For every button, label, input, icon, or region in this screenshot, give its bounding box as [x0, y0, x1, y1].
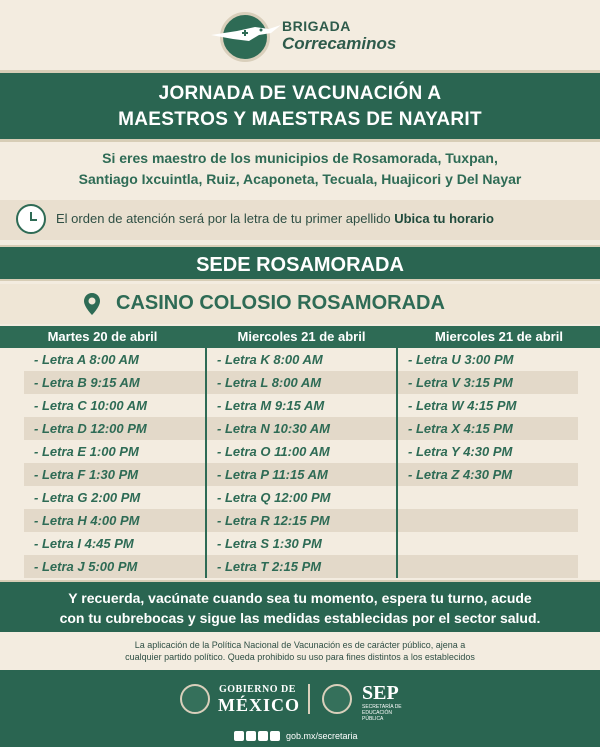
page-title-line2: MAESTROS Y MAESTRAS DE NAYARIT — [118, 109, 482, 130]
schedule-entry — [217, 375, 321, 390]
footer — [0, 670, 600, 747]
subtitle-line1: Si eres maestro de los municipios de Rosamorada, Tuxpan, — [102, 150, 498, 166]
brand-line2: Correcaminos — [282, 34, 397, 53]
letter-prefix: - Letra — [34, 352, 74, 367]
schedule-entry — [34, 467, 138, 482]
schedule-entry — [217, 352, 323, 367]
schedule-row — [24, 348, 205, 371]
time-value: 1:00 PM — [89, 444, 139, 459]
schedule-entry — [408, 467, 512, 482]
letter-prefix: - Letra — [408, 421, 448, 436]
order-text — [56, 211, 494, 226]
letter-value: O — [260, 444, 271, 459]
schedule-entry — [217, 398, 324, 413]
header — [0, 0, 600, 70]
time-value: 1:30 PM — [88, 467, 139, 482]
reminder-note — [0, 580, 600, 632]
sede-title: SEDE ROSAMORADA — [0, 245, 600, 281]
schedule-row — [24, 417, 205, 440]
time-value: 10:00 AM — [90, 398, 147, 413]
letter-value: C — [77, 398, 87, 413]
letter-value: E — [77, 444, 87, 459]
time-value: 4:00 PM — [90, 513, 140, 528]
schedule-row — [207, 440, 396, 463]
time-value: 4:30 PM — [463, 444, 513, 459]
schedule-row — [398, 394, 578, 417]
letter-value: K — [260, 352, 270, 367]
letter-value: Y — [451, 444, 460, 459]
schedule-entry — [217, 536, 322, 551]
letter-prefix: - Letra — [217, 536, 257, 551]
letter-prefix: - Letra — [217, 352, 257, 367]
schedule-entry — [408, 352, 514, 367]
legal-disclaimer — [0, 634, 600, 668]
letter-prefix: - Letra — [408, 352, 448, 367]
letter-value: Z — [451, 467, 460, 482]
letter-value: I — [77, 536, 81, 551]
time-value: 12:00 PM — [274, 490, 331, 505]
order-banner — [0, 200, 600, 240]
note-line2: con tu cubrebocas y sigue las medidas establecidas por el sector salud. — [59, 610, 541, 626]
schedule-table — [0, 326, 600, 578]
letter-prefix: - Letra — [34, 444, 74, 459]
time-value: 9:15 AM — [90, 375, 140, 390]
municipalities-text — [0, 148, 600, 196]
letter-prefix: - Letra — [34, 536, 74, 551]
letter-prefix: - Letra — [34, 421, 74, 436]
letter-value: G — [77, 490, 88, 505]
letter-value: W — [451, 398, 464, 413]
letter-value: H — [77, 513, 87, 528]
letter-prefix: - Letra — [34, 467, 74, 482]
schedule-row — [24, 486, 205, 509]
schedule-row — [207, 371, 396, 394]
website-url[interactable]: gob.mx/secretaria — [286, 730, 358, 741]
subtitle-line2: Santiago Ixcuintla, Ruiz, Acaponeta, Tecuala, Huajicori y Del Nayar — [78, 171, 522, 187]
sep-seal-icon — [322, 684, 352, 714]
time-value: 10:30 AM — [273, 421, 330, 436]
schedule-entry — [34, 536, 134, 551]
schedule-row — [207, 463, 396, 486]
letter-value: M — [260, 398, 272, 413]
note-line1: Y recuerda, vacúnate cuando sea tu momento, espera tu turno, acude — [68, 590, 532, 606]
time-value: 11:00 AM — [274, 444, 330, 459]
schedule-row-empty — [398, 532, 578, 555]
time-value: 11:15 AM — [272, 467, 328, 482]
time-value: 8:00 AM — [273, 352, 323, 367]
time-value: 4:15 PM — [467, 398, 517, 413]
time-value: 4:15 PM — [463, 421, 513, 436]
youtube-icon[interactable] — [270, 731, 280, 741]
col-head-2: Miercoles 21 de abril — [207, 326, 396, 348]
schedule-entry — [408, 421, 513, 436]
schedule-entry — [34, 490, 140, 505]
schedule-row — [24, 440, 205, 463]
letter-prefix: - Letra — [217, 467, 257, 482]
schedule-entry — [34, 513, 140, 528]
column-divider — [205, 326, 207, 578]
schedule-row — [207, 486, 396, 509]
schedule-entry — [217, 444, 330, 459]
schedule-entry — [217, 559, 321, 574]
letter-prefix: - Letra — [408, 398, 448, 413]
footer-divider — [308, 684, 310, 714]
schedule-row — [24, 509, 205, 532]
schedule-entry — [217, 467, 328, 482]
time-value: 12:00 PM — [90, 421, 147, 436]
schedule-entry — [34, 398, 147, 413]
column-divider — [396, 326, 398, 578]
schedule-entry — [408, 398, 516, 413]
schedule-row — [398, 371, 578, 394]
schedule-row-empty — [398, 555, 578, 578]
schedule-entry — [34, 375, 140, 390]
col-head-1: Martes 20 de abril — [0, 326, 205, 348]
schedule-entry — [34, 444, 139, 459]
letter-value: P — [260, 467, 269, 482]
time-value: 4:30 PM — [462, 467, 513, 482]
schedule-row — [398, 417, 578, 440]
schedule-entry — [408, 375, 513, 390]
letter-prefix: - Letra — [217, 444, 257, 459]
letter-prefix: - Letra — [217, 513, 257, 528]
time-value: 3:15 PM — [463, 375, 513, 390]
letter-value: D — [77, 421, 87, 436]
letter-prefix: - Letra — [408, 444, 448, 459]
letter-value: N — [260, 421, 270, 436]
order-sentence: El orden de atención será por la letra de tu primer apellido — [56, 211, 391, 226]
schedule-entry — [217, 513, 330, 528]
letter-prefix: - Letra — [217, 559, 257, 574]
schedule-row — [207, 555, 396, 578]
time-value: 4:45 PM — [84, 536, 134, 551]
letter-value: B — [77, 375, 87, 390]
letter-value: L — [260, 375, 269, 390]
letter-prefix: - Letra — [408, 375, 448, 390]
brigada-logo — [208, 12, 408, 62]
clock-icon — [16, 204, 46, 234]
twitter-icon[interactable] — [246, 731, 256, 741]
schedule-row — [207, 417, 396, 440]
time-value: 8:00 AM — [271, 375, 322, 390]
time-value: 2:15 PM — [271, 559, 322, 574]
time-value: 9:15 AM — [274, 398, 325, 413]
time-value: 12:15 PM — [273, 513, 330, 528]
col-head-3: Miercoles 21 de abril — [398, 326, 600, 348]
gobierno-seal-icon — [180, 684, 210, 714]
letter-prefix: - Letra — [217, 375, 257, 390]
schedule-row-empty — [398, 509, 578, 532]
letter-prefix: - Letra — [34, 490, 74, 505]
schedule-row — [398, 463, 578, 486]
letter-prefix: - Letra — [217, 490, 257, 505]
letter-prefix: - Letra — [408, 467, 448, 482]
schedule-row — [24, 371, 205, 394]
letter-value: R — [260, 513, 270, 528]
schedule-row — [24, 394, 205, 417]
schedule-row — [24, 555, 205, 578]
gobierno-line2: MÉXICO — [218, 695, 300, 715]
gobierno-line1: GOBIERNO DE — [219, 684, 296, 695]
schedule-entry — [217, 421, 330, 436]
location-pin-icon — [83, 292, 101, 316]
page-title-line1: JORNADA DE VACUNACIÓN A — [158, 83, 442, 104]
instagram-icon[interactable] — [258, 731, 268, 741]
schedule-entry — [34, 421, 147, 436]
letter-prefix: - Letra — [34, 375, 74, 390]
letter-prefix: - Letra — [217, 421, 257, 436]
schedule-entry — [34, 559, 137, 574]
social-links — [234, 730, 358, 741]
schedule-row-empty — [398, 486, 578, 509]
time-value: 3:00 PM — [464, 352, 514, 367]
time-value: 2:00 PM — [91, 490, 141, 505]
schedule-row — [207, 509, 396, 532]
letter-prefix: - Letra — [217, 398, 257, 413]
schedule-row — [207, 532, 396, 555]
roadrunner-icon — [220, 12, 270, 62]
schedule-row — [398, 440, 578, 463]
schedule-row — [398, 348, 578, 371]
schedule-row — [207, 348, 396, 371]
letter-value: T — [260, 559, 269, 574]
time-value: 8:00 AM — [89, 352, 139, 367]
letter-prefix: - Letra — [34, 398, 74, 413]
letter-value: J — [77, 559, 85, 574]
order-emphasis: Ubica tu horario — [394, 211, 494, 226]
schedule-entry — [408, 444, 512, 459]
time-value: 1:30 PM — [272, 536, 322, 551]
legal-line2: cualquier partido político. Queda prohibido su uso para fines distintos a los establecidos — [125, 652, 475, 662]
letter-prefix: - Letra — [34, 559, 74, 574]
schedule-row — [24, 463, 205, 486]
schedule-row — [24, 532, 205, 555]
letter-value: S — [260, 536, 270, 551]
letter-value: A — [76, 352, 86, 367]
schedule-entry — [217, 490, 330, 505]
sep-title: SEP — [362, 682, 399, 704]
letter-value: V — [451, 375, 461, 390]
letter-value: F — [77, 467, 86, 482]
time-value: 5:00 PM — [88, 559, 138, 574]
facebook-icon[interactable] — [234, 731, 244, 741]
sep-subtitle: SECRETARÍA DE EDUCACIÓN PÚBLICA — [362, 704, 402, 722]
letter-value: Q — [260, 490, 271, 505]
letter-prefix: - Letra — [34, 513, 74, 528]
letter-value: U — [451, 352, 461, 367]
schedule-row — [207, 394, 396, 417]
venue-banner — [0, 284, 600, 324]
legal-line1: La aplicación de la Política Nacional de Vacunación es de carácter público, ajena a — [134, 640, 466, 650]
letter-value: X — [451, 421, 461, 436]
title-band — [0, 70, 600, 142]
venue-name: CASINO COLOSIO ROSAMORADA — [116, 292, 445, 314]
schedule-entry — [34, 352, 139, 367]
brand-line1: BRIGADA — [282, 18, 351, 34]
